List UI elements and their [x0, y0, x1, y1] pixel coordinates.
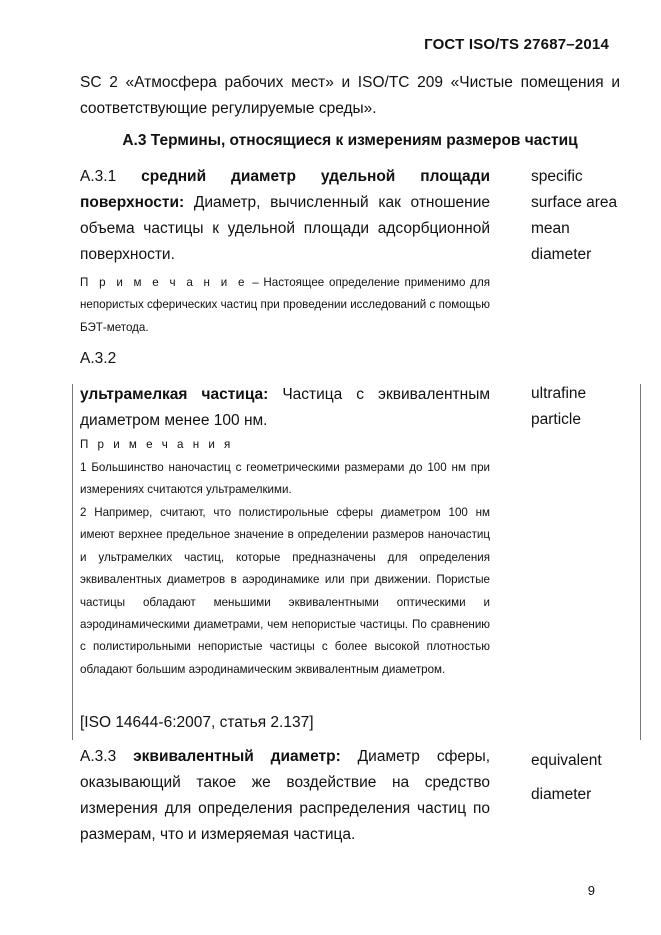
term-a31-note	[80, 272, 490, 339]
term-number: А.3.1	[80, 168, 117, 185]
term-name: ультрамелкая частица:	[80, 386, 269, 403]
note-text: – Настоящее определение применимо для непористых сферических частиц при проведении исследований с помощью БЭТ-метода.	[80, 276, 490, 334]
term-a33-english: equivalent diameter	[531, 752, 602, 803]
term-a32-notes-label: П р и м е ч а н и я	[80, 438, 234, 451]
note-label: П р и м е ч а н и е	[80, 276, 248, 289]
change-bar-right	[640, 384, 641, 740]
term-a32-note-1: 1 Большинство наночастиц с геометрическими размерами до 100 нм при измерениях считаются ультрамелкими.	[80, 461, 490, 497]
term-a32-number: А.3.2	[80, 350, 117, 367]
intro-paragraph: SC 2 «Атмосфера рабочих мест» и ISO/TC 209 «Чистые помещения и соответствующие регулируемые среды».	[80, 74, 620, 117]
change-bar-left	[72, 384, 73, 740]
term-definition: Диаметр сферы, оказывающий такое же воздействие на средство измерения для определения распределения частиц по размерам, что и измеряемая частица.	[80, 748, 491, 843]
term-name: эквивалентный диаметр:	[133, 748, 341, 765]
term-a32-english: ultrafine particle	[531, 385, 587, 428]
term-definition: Частица с эквивалентным диаметром менее 100 нм.	[80, 386, 490, 429]
term-a31-english: specific surface area mean diameter	[531, 168, 618, 263]
section-title: А.3 Термины, относящиеся к измерениям размеров частиц	[122, 132, 578, 149]
document-header: ГОСТ ISO/TS 27687–2014	[424, 36, 609, 53]
term-a32	[80, 382, 490, 434]
term-a33	[80, 744, 490, 848]
term-number: А.3.3	[80, 748, 117, 765]
page-number: 9	[587, 883, 595, 898]
term-a32-source: [ISO 14644-6:2007, статья 2.137]	[80, 714, 314, 731]
term-name: средний диаметр удельной площади поверхности:	[80, 168, 490, 211]
term-a32-note-2: 2 Например, считают, что полистирольные сферы диаметром 100 нм имеют верхнее предельное значение в определении размеров наночастиц и ультрамелких частиц, которые предназначены для определения эквивалентных диаметров в аэродинамике или при движении. Пористые частицы обладают меньшими эквивалентными оптическими и аэродинамическими диаметрами, чем непористые частицы. По сравнению с полистирольными непористые частицы с более высокой плотностью обладают большим аэродинамическим эквивалентным диаметром.	[80, 506, 490, 676]
term-a31	[80, 164, 490, 268]
term-definition: Диаметр, вычисленный как отношение объема частицы к удельной площади адсорбционной поверхности.	[80, 194, 491, 263]
